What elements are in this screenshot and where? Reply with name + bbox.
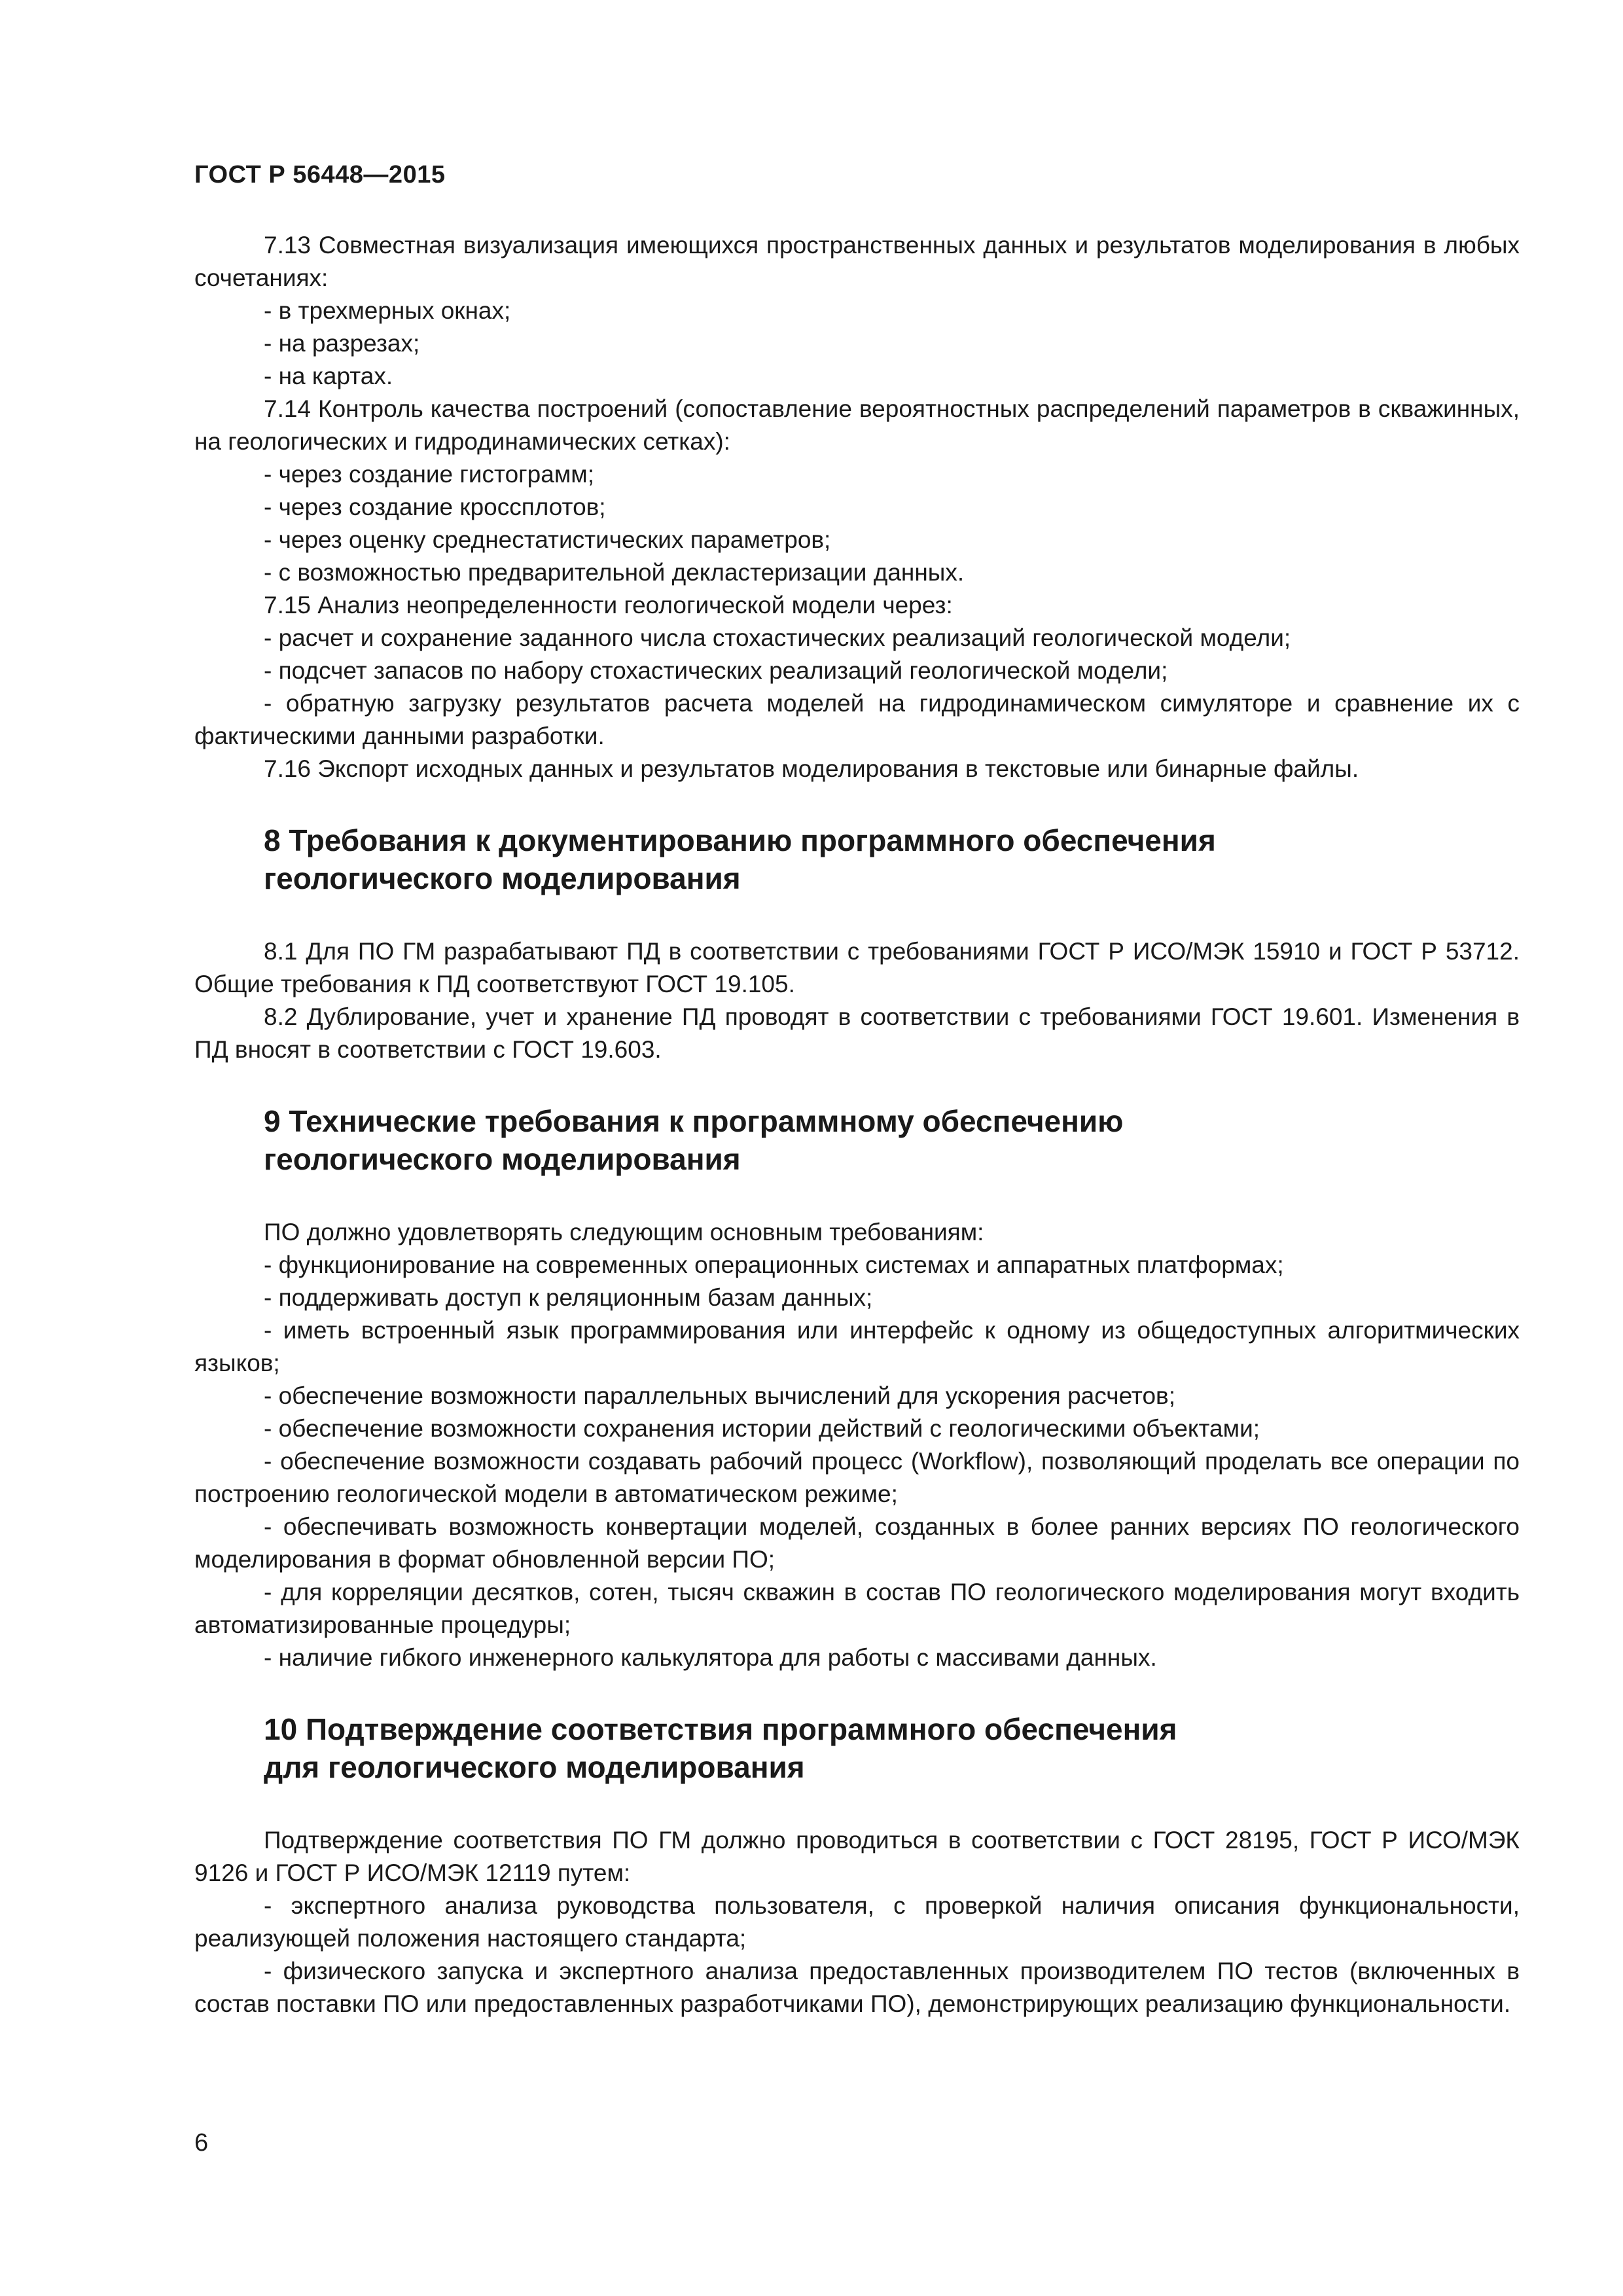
paragraph-7-13: 7.13 Совместная визуализация имеющихся пространственных данных и результатов моделирования в любых сочетаниях:	[194, 232, 1520, 291]
paragraph-7-14: 7.14 Контроль качества построений (сопоставление вероятностных распределений параметров в скважинных, на геологических и гидродинамических сетках):	[194, 395, 1520, 455]
section-10-title-line2: для геологического моделирования	[264, 1750, 805, 1784]
spacer	[194, 785, 1520, 821]
list-item: - расчет и сохранение заданного числа стохастических реализаций геологической модели;	[264, 624, 1291, 651]
document-body	[194, 229, 1520, 2020]
list-item: - иметь встроенный язык программирования или интерфейс к одному из общедоступных алгоритмических языков;	[194, 1317, 1520, 1376]
page-number: 6	[194, 2129, 209, 2157]
spacer	[194, 1066, 1520, 1102]
list-item: - для корреляции десятков, сотен, тысяч скважин в состав ПО геологического моделирования могут входить автоматизированные процедуры;	[194, 1579, 1520, 1638]
list-item: - через создание гистограмм;	[264, 461, 594, 488]
section-9-title-line1: 9 Технические требования к программному обеспечению	[264, 1104, 1124, 1138]
list-item: - с возможностью предварительной декластеризации данных.	[264, 559, 965, 586]
paragraph-10-intro: Подтверждение соответствия ПО ГМ должно проводиться в соответствии с ГОСТ 28195, ГОСТ Р ИСО/МЭК 9126 и ГОСТ Р ИСО/МЭК 12119 путем:	[194, 1827, 1520, 1886]
spacer	[194, 1786, 1520, 1824]
list-item: - на картах.	[264, 363, 393, 389]
list-item: - экспертного анализа руководства пользователя, с проверкой наличия описания функциональности, реализующей положения настоящего стандарта;	[194, 1892, 1520, 1952]
list-item: - обеспечение возможности создавать рабочий процесс (Workflow), позволяющий проделать все операции по построению геологической модели в автоматическом режиме;	[194, 1448, 1520, 1507]
section-8-title-line1: 8 Требования к документированию программного обеспечения	[264, 823, 1216, 857]
document-header: ГОСТ Р 56448—2015	[194, 161, 446, 188]
section-9-title-line2: геологического моделирования	[264, 1142, 741, 1176]
spacer	[194, 1674, 1520, 1710]
list-item: - обеспечивать возможность конвертации моделей, созданных в более ранних версиях ПО геологического моделирования в формат обновленной версии ПО;	[194, 1513, 1520, 1573]
section-8-title-line2: геологического моделирования	[264, 861, 741, 895]
list-item: - обратную загрузку результатов расчета моделей на гидродинамическом симуляторе и сравнение их с фактическими данными разработки.	[194, 690, 1520, 749]
list-item: - наличие гибкого инженерного калькулятора для работы с массивами данных.	[264, 1644, 1157, 1671]
paragraph-7-16: 7.16 Экспорт исходных данных и результатов моделирования в текстовые или бинарные файлы.	[264, 755, 1359, 782]
paragraph-9-intro: ПО должно удовлетворять следующим основным требованиям:	[264, 1219, 984, 1246]
spacer	[194, 1178, 1520, 1216]
list-item: - физического запуска и экспертного анализа предоставленных производителем ПО тестов (включенных в состав поставки ПО или предоставленных разработчиками ПО), демонстрирующих реализацию функциональности.	[194, 1958, 1520, 2017]
list-item: - функционирование на современных операционных системах и аппаратных платформах;	[264, 1251, 1284, 1278]
list-item: - обеспечение возможности сохранения истории действий с геологическими объектами;	[264, 1415, 1260, 1442]
spacer	[194, 897, 1520, 935]
list-item: - через создание кроссплотов;	[264, 493, 606, 520]
paragraph-8-1: 8.1 Для ПО ГМ разрабатывают ПД в соответствии с требованиями ГОСТ Р ИСО/МЭК 15910 и ГОСТ Р 53712. Общие требования к ПД соответствуют ГОСТ 19.105.	[194, 938, 1520, 997]
section-8-title	[194, 821, 1520, 897]
paragraph-7-15: 7.15 Анализ неопределенности геологической модели через:	[264, 592, 953, 619]
section-9-title	[194, 1102, 1520, 1178]
list-item: - обеспечение возможности параллельных вычислений для ускорения расчетов;	[264, 1382, 1175, 1409]
section-10-title	[194, 1710, 1520, 1786]
paragraph-8-2: 8.2 Дублирование, учет и хранение ПД проводят в соответствии с требованиями ГОСТ 19.601. Изменения в ПД вносят в соответствии с ГОСТ 19.603.	[194, 1003, 1520, 1063]
list-item: - через оценку среднестатистических параметров;	[264, 526, 831, 553]
list-item: - в трехмерных окнах;	[264, 297, 511, 324]
section-10-title-line1: 10 Подтверждение соответствия программного обеспечения	[264, 1712, 1177, 1746]
list-item: - поддерживать доступ к реляционным базам данных;	[264, 1284, 873, 1311]
list-item: - на разрезах;	[264, 330, 420, 357]
list-item: - подсчет запасов по набору стохастических реализаций геологической модели;	[264, 657, 1168, 684]
